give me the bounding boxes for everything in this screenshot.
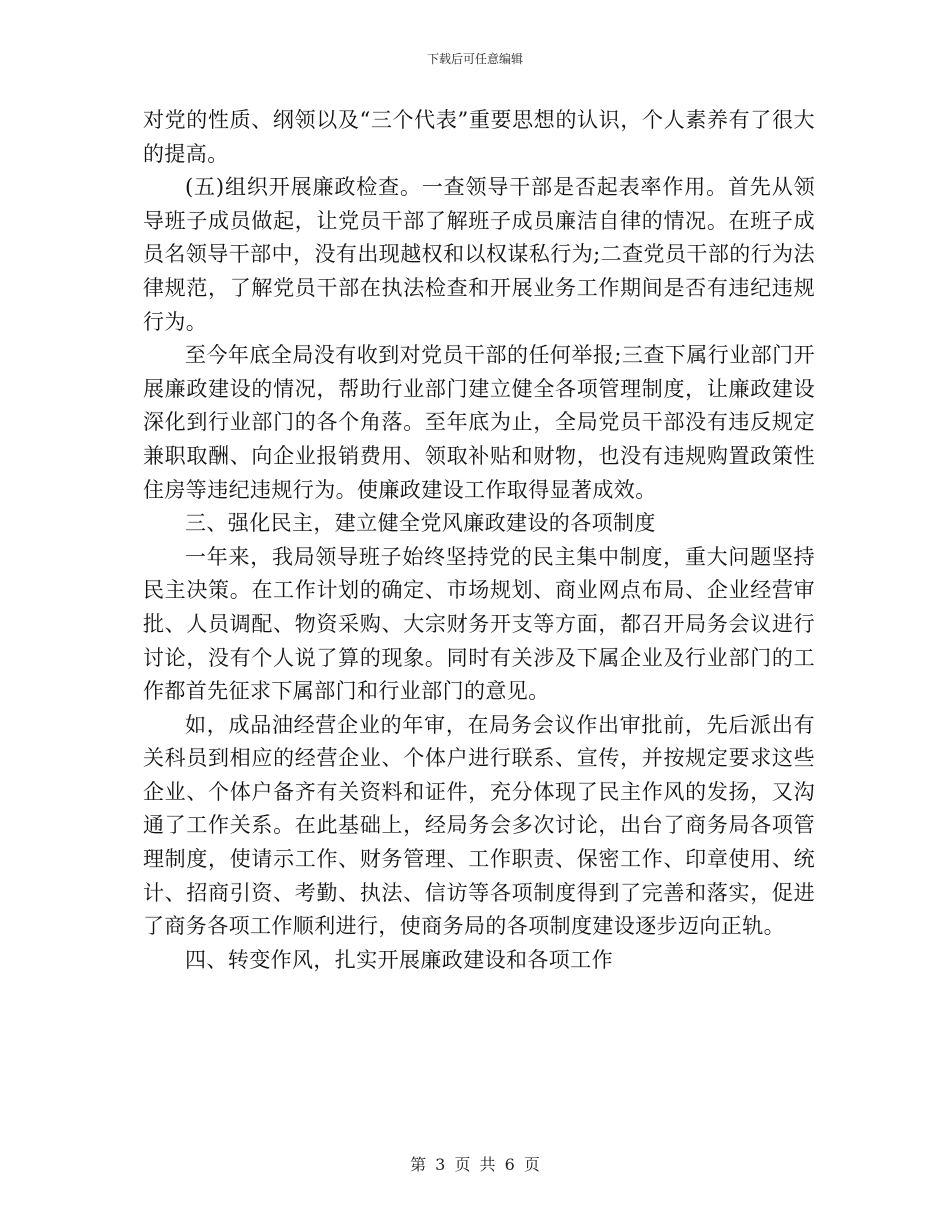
document-body bbox=[143, 104, 815, 977]
page-header: 下载后可任意编辑 bbox=[426, 52, 523, 66]
page-footer: 第 3 页 共 6 页 bbox=[410, 1155, 540, 1174]
section-heading-three: 三、强化民主，建立健全党风廉政建设的各项制度 bbox=[185, 511, 656, 536]
paragraph-inspection: (五)组织开展廉政检查。一查领导干部是否起表率作用。首先从领导班子成员做起，让党员干部了解班子成员廉洁自律的情况。在班子成员名领导干部中，没有出现越权和以权谋私行为;二查党员干部的行为法律规范，了解党员干部在执法检查和开展业务工作期间是否有违纪违规行为。 bbox=[143, 175, 815, 334]
paragraph-continuation: 对党的性质、纲领以及“三个代表”重要思想的认识，个人素养有了很大的提高。 bbox=[143, 108, 815, 166]
paragraph-example: 如，成品油经营企业的年审，在局务会议作出审批前，先后派出有关科员到相应的经营企业、个体户进行联系、宣传，并按规定要求这些企业、个体户备齐有关资料和证件，充分体现了民主作风的发扬，又沟通了工作关系。在此基础上，经局务会多次讨论，出台了商务局各项管理制度，使请示工作、财务管理、工作职责、保密工作、印章使用、统计、招商引资、考勤、执法、信访等各项制度得到了完善和落实，促进了商务各项工作顺利进行，使商务局的各项制度建设逐步迈向正轨。 bbox=[143, 712, 815, 939]
section-heading-four: 四、转变作风，扎实开展廉政建设和各项工作 bbox=[185, 947, 613, 972]
paragraph-year-end: 至今年底全局没有收到对党员干部的任何举报;三查下属行业部门开展廉政建设的情况，帮助行业部门建立健全各项管理制度，让廉政建设深化到行业部门的各个角落。至年底为止，全局党员干部没有违反规定兼职取酬、向企业报销费用、领取补贴和财物，也没有违规购置政策性住房等违纪违规行为。使廉政建设工作取得显著成效。 bbox=[143, 343, 815, 502]
paragraph-democracy: 一年来，我局领导班子始终坚持党的民主集中制度，重大问题坚持民主决策。在工作计划的确定、市场规划、商业网点布局、企业经营审批、人员调配、物资采购、大宗财务开支等方面，都召开局务会议进行讨论，没有个人说了算的现象。同时有关涉及下属企业及行业部门的工作都首先征求下属部门和行业部门的意见。 bbox=[143, 544, 815, 704]
